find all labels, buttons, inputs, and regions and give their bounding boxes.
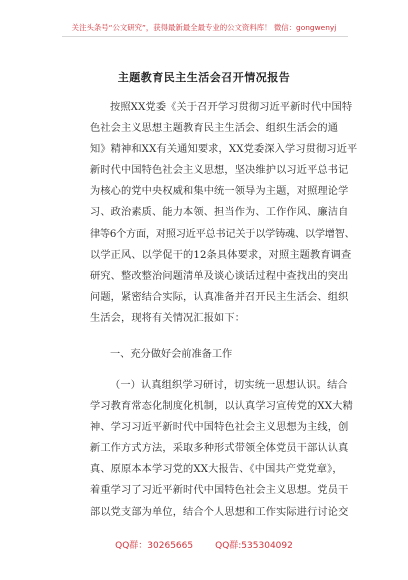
paragraph-line: 知》精神和XX有关通知要求，XX党委深入学习贯彻习近平 xyxy=(90,144,358,156)
footer-qq-group-1: QQ群：30265665 xyxy=(115,541,194,551)
paragraph-1 xyxy=(90,97,358,329)
footer-contact xyxy=(0,538,408,551)
paragraph-2 xyxy=(90,375,353,523)
paragraph-line: 学习教育常态化制度化机制，以认真学习宣传党的XX大精 xyxy=(90,401,353,413)
header-divider xyxy=(62,36,348,37)
paragraph-line: 律等6个方面，对照习近平总书记关于以学铸魂、以学增智、 xyxy=(90,228,355,240)
header-banner: 关注头条号“公文研究”，获得最新最全最专业的公文资料库！ 微信：gongwenyj xyxy=(71,23,337,32)
paragraph-line: 部以党支部为单位，结合个人思想和工作实际进行讨论交 xyxy=(90,506,349,518)
paragraph-line: 新时代中国特色社会主义思想，坚决维护以习近平总书记 xyxy=(90,165,349,177)
paragraph-line: （一）认真组织学习研讨，切实统一思想认识。结合 xyxy=(110,380,348,391)
paragraph-line: 问题，紧密结合实际，认真准备并召开民主生活会、组织 xyxy=(90,291,349,303)
footer-qq-group-2: QQ群:535304092 xyxy=(215,541,293,551)
document-title: 主题教育民主生活会召开情况报告 xyxy=(117,71,291,84)
paragraph-line: 生活会，现将有关情况汇报如下： xyxy=(90,312,246,324)
paragraph-line: 新工作方式方法，采取多种形式带领全体党员干部认认真 xyxy=(90,443,349,455)
section-heading: 一、充分做好会前准备工作 xyxy=(110,349,233,360)
paragraph-line: 以学正风、以学促干的12条具体要求，对照主题教育调查 xyxy=(90,249,352,261)
paragraph-line: 真、原原本本学习党的XX大报告、《中国共产党党章》， xyxy=(90,464,343,476)
paragraph-line: 为核心的党中央权威和集中统一领导为主题，对照理论学 xyxy=(90,186,349,198)
paragraph-line: 神、学习习近平新时代中国特色社会主义思想为主线，创 xyxy=(90,422,349,434)
paragraph-line: 研究、整改整治问题清单及谈心谈话过程中查找出的突出 xyxy=(90,270,349,282)
paragraph-line: 色社会主义思想主题教育民主生活会、组织生活会的通 xyxy=(90,123,339,135)
paragraph-line: 习、政治素质、能力本领、担当作为、工作作风、廉洁自 xyxy=(90,207,349,219)
paragraph-line: 按照XX党委《关于召开学习贯彻习近平新时代中国特 xyxy=(110,102,353,113)
paragraph-line: 着重学习了习近平新时代中国特色社会主义思想。党员干 xyxy=(90,485,349,497)
